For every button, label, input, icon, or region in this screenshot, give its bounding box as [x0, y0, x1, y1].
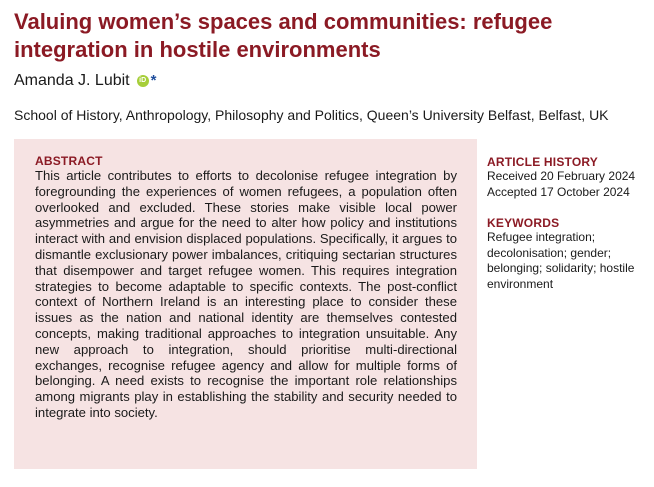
author-name: Amanda J. Lubit [14, 72, 130, 89]
article-history-heading: ARTICLE HISTORY [487, 155, 599, 169]
abstract-heading: ABSTRACT [35, 154, 103, 168]
abstract-box [14, 139, 477, 469]
author-line [14, 71, 156, 91]
accepted-date: Accepted 17 October 2024 [487, 184, 630, 199]
received-date: Received 20 February 2024 [487, 169, 636, 183]
keywords [487, 216, 647, 292]
orcid-icon[interactable]: iD [137, 75, 149, 87]
article-title: Valuing women’s spaces and communities: refugee integration in hostile environments [14, 9, 553, 62]
corresponding-author-mark[interactable]: * [150, 72, 157, 89]
article-sidebar [487, 155, 647, 292]
article-history [487, 155, 647, 200]
keywords-list: Refugee integration; decolonisation; gender; belonging; solidarity; hostile environment [487, 230, 635, 291]
abstract-text: This article contributes to efforts to decolonise refugee integration by foregrounding the experiences of women refugees, a population often overlooked and excluded. These stories make visible local power asymmetries and argue for the need to alter how policy and institutions interact with and envision displaced populations. Specifically, it argues to dismantle exclusionary power imbalances, critiquing sectarian structures that disempower and target refugee women. This requires integration strategies to become adaptable to specific contexts. The post-conflict context of Northern Ireland is an interesting place to consider these issues as the nation and national identity are themselves contested concepts, making traditional approaches to integration unsuitable. Any new approach to integration, should prioritise multi-directional exchanges, recognise refugee agency and allow for multiple forms of belonging. A need exists to recognise the important role relationships among migrants play in establishing the stability and security needed to integrate into society. [35, 168, 457, 420]
keywords-heading: KEYWORDS [487, 216, 560, 230]
author-affiliation: School of History, Anthropology, Philosophy and Politics, Queen’s University Belfast, Belfast, UK [14, 107, 609, 123]
